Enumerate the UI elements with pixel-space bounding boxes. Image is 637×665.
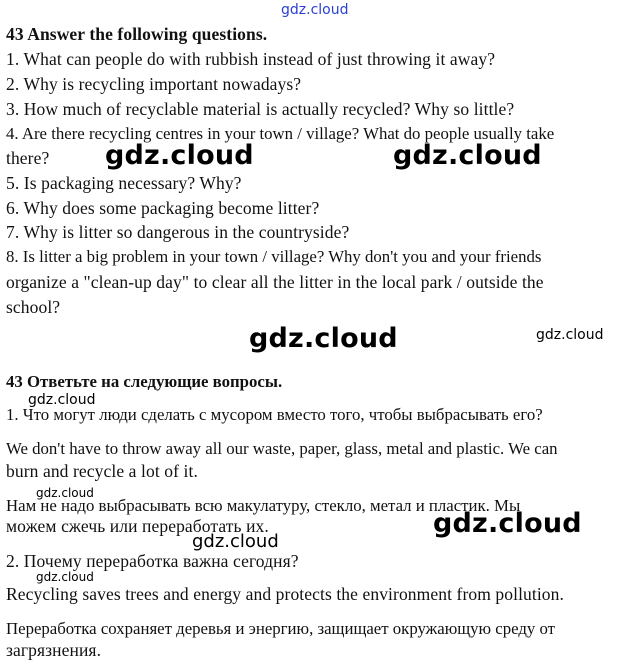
question-line: 2. Почему переработка важна сегодня? xyxy=(6,551,299,571)
watermark-top: gdz.cloud xyxy=(281,2,349,18)
watermark: gdz.cloud xyxy=(105,140,254,171)
question-line: 1. What can people do with rubbish instead of just throwing it away? xyxy=(6,49,496,69)
watermark: gdz.cloud xyxy=(536,327,604,343)
answer-line: We don't have to throw away all our waste, paper, glass, metal and plastic. We can xyxy=(6,439,558,458)
question-line: 6. Why does some packaging become litter? xyxy=(6,198,320,218)
question-line: 8. Is litter a big problem in your town / village? Why don't you and your friends xyxy=(6,247,542,266)
question-line: school? xyxy=(6,297,61,317)
answer-line: загрязнения. xyxy=(6,640,102,660)
watermark: gdz.cloud xyxy=(393,140,542,171)
question-line: there? xyxy=(6,148,50,168)
watermark: gdz.cloud xyxy=(36,570,94,584)
heading-en: 43 Answer the following questions. xyxy=(6,24,268,44)
question-line: 2. Why is recycling important nowadays? xyxy=(6,74,302,94)
question-line: 7. Why is litter so dangerous in the countryside? xyxy=(6,222,350,242)
answer-line: можем сжечь или переработать их. xyxy=(6,516,269,536)
answer-line: Нам не надо выбрасывать всю макулатуру, стекло, метал и пластик. Мы xyxy=(6,496,521,515)
watermark: gdz.cloud xyxy=(249,323,398,354)
answer-line: Recycling saves trees and energy and protects the environment from pollution. xyxy=(6,584,564,604)
watermark: gdz.cloud xyxy=(28,392,96,408)
watermark: gdz.cloud xyxy=(36,486,94,500)
watermark: gdz.cloud xyxy=(433,508,582,539)
answer-line: burn and recycle a lot of it. xyxy=(6,461,198,481)
question-line: 5. Is packaging necessary? Why? xyxy=(6,173,242,193)
question-line: organize a "clean-up day" to clear all the litter in the local park / outside the xyxy=(6,272,544,292)
heading-ru: 43 Ответьте на следующие вопросы. xyxy=(6,372,283,391)
watermark: gdz.cloud xyxy=(192,531,279,552)
question-line: 4. Are there recycling centres in your town / village? What do people usually take xyxy=(6,124,555,143)
answer-line: Переработка сохраняет деревья и энергию, защищает окружающую среду от xyxy=(6,619,555,638)
question-line: 3. How much of recyclable material is actually recycled? Why so little? xyxy=(6,99,515,119)
question-line: 1. Что могут люди сделать с мусором вместо того, чтобы выбрасывать его? xyxy=(6,405,543,424)
